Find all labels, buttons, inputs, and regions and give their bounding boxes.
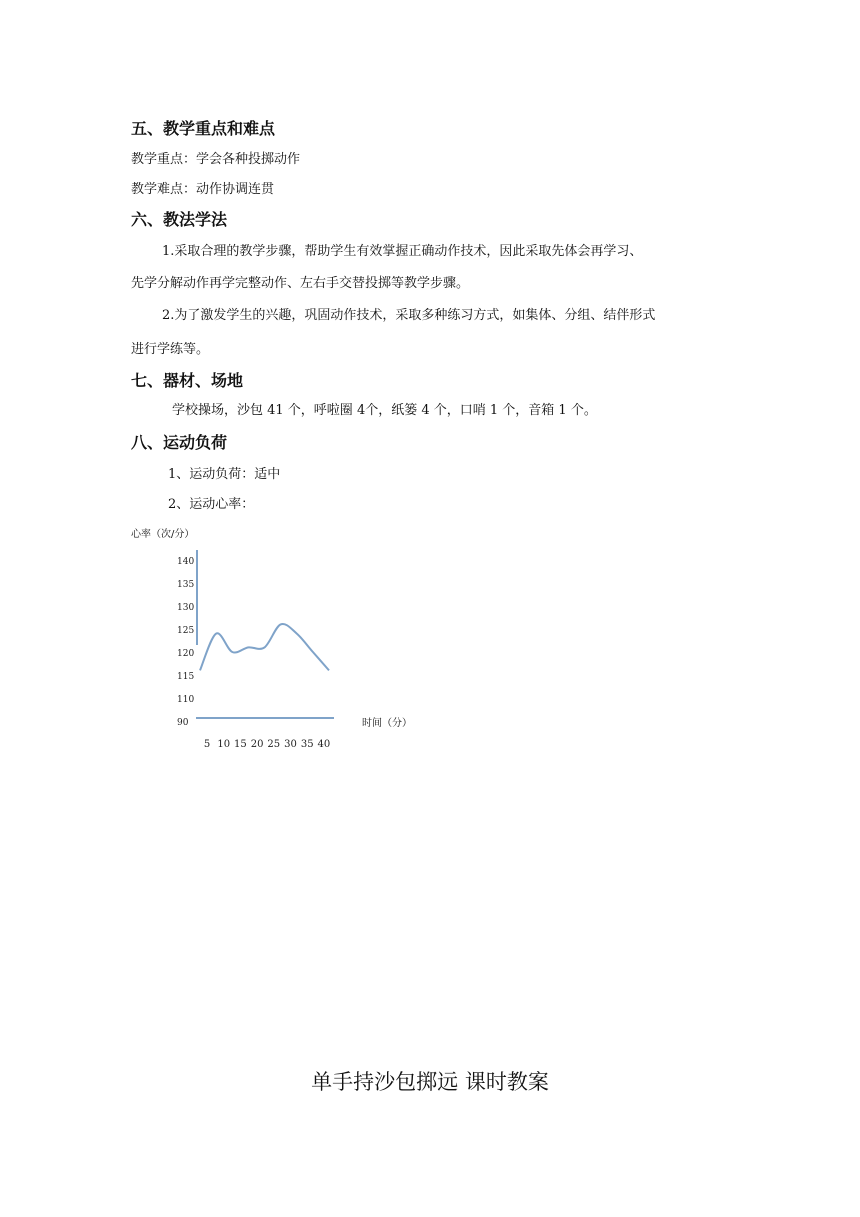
x-tick-label: 40 [317,739,331,750]
section-7-heading: 七、器材、场地 [131,371,244,390]
teaching-focus: 教学重点：学会各种投掷动作 [131,152,301,167]
y-tick-label: 135 [177,580,195,590]
equipment-text: 学校操场，沙包 41 个，呼啦圈 4个，纸篓 4 个，口哨 1 个，音箱 1 个。 [172,403,597,418]
y-tick-label: 125 [177,626,195,636]
y-tick-label: 140 [177,557,195,567]
x-tick-label: 15 [234,739,247,750]
y-tick-label: 115 [177,672,195,682]
method-item-2-line-1: 2.为了激发学生的兴趣，巩固动作技术，采取多种练习方式，如集体、分组、结伴形式 [162,308,656,323]
document-footer-title: 单手持沙包掷远 课时教案 [311,1070,549,1094]
section-8-heading: 八、运动负荷 [131,433,228,452]
x-tick-label: 35 [300,739,314,750]
x-tick-label: 25 [267,739,281,750]
x-tick-label: 30 [284,739,297,750]
y-tick-label: 120 [177,649,195,659]
chart-x-label: 时间（分） [362,718,412,729]
section-5-heading: 五、教学重点和难点 [131,119,276,138]
x-tick-label: 5 [203,739,211,750]
chart-y-label: 心率（次/分） [131,529,195,540]
method-item-1-line-1: 1.采取合理的教学步骤，帮助学生有效掌握正确动作技术，因此采取先体会再学习、 [162,244,643,259]
y-tick-label: 90 [177,718,189,728]
method-item-1-line-2: 先学分解动作再学完整动作、左右手交替投掷等教学步骤。 [131,276,470,291]
x-tick-label: 20 [250,739,264,750]
section-6-heading: 六、教法学法 [131,210,228,229]
heart-rate-label: 2、运动心率： [168,497,255,512]
heart-rate-line [200,624,329,670]
load-level: 1、运动负荷：适中 [168,467,281,482]
method-item-2-line-2: 进行学练等。 [131,342,210,357]
y-tick-label: 130 [177,603,195,613]
x-tick-label: 10 [217,739,231,750]
y-tick-label: 110 [177,695,195,705]
teaching-difficulty: 教学难点：动作协调连贯 [131,182,275,197]
